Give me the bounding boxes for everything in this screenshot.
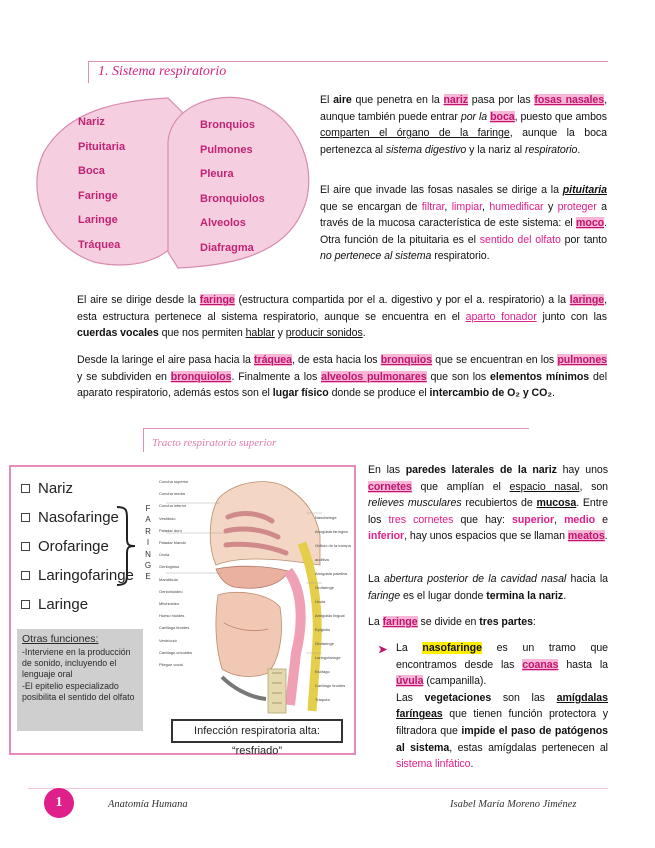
anatomy-label: Paladar blando: [159, 540, 186, 546]
figure-tracto-superior: [9, 465, 356, 755]
checkbox-square-icon: [21, 484, 30, 493]
checkbox-square-icon: [21, 571, 30, 580]
paragraph-faringe-laringe: El aire se dirige desde la faringe (estructura compartida por el a. digestivo y por el a. respiratorio) a la laringe, esta estructura pertenece al sistema respiratorio, aunque se encuentra en el aparto fonador junto con las cuerdas vocales que nos permiten hablar y producir sonidos.: [77, 294, 607, 340]
faringe-letter: I: [146, 538, 150, 548]
page-number-badge: [44, 788, 74, 818]
faringe-vertical-label: [143, 503, 153, 583]
anatomy-label: Hueso hioides: [159, 613, 185, 619]
region-item: Laringe: [21, 590, 134, 619]
illustration-labels-right: [315, 511, 355, 707]
otras-funciones-title: Otras funciones:: [22, 633, 99, 645]
anatomy-label: Esófago: [315, 669, 330, 674]
figure-caption: Infección respiratoria alta: “resfriado”: [171, 719, 343, 743]
leaf-item: Pulmones: [200, 143, 253, 156]
anatomy-label: Concha inferior: [159, 503, 187, 509]
anatomy-label: Amígdala lingual: [315, 613, 345, 618]
anatomy-label: Orofaringe: [315, 585, 334, 590]
faringe-letter: F: [145, 504, 151, 513]
leaf-list-left: [78, 116, 125, 263]
faringe-letter: N: [145, 549, 151, 559]
paragraph-aire: El aire que penetra en la nariz pasa por las fosas nasales, aunque también puede entrar por la boca, puesto que ambos comparten el órgano de la faringe, aunque la boca pertenezca al sistema digestivo y la nariz al respiratorio.: [320, 94, 608, 156]
paragraph-faringe-partes: La faringe se divide en tres partes:: [368, 616, 536, 628]
checkbox-square-icon: [21, 513, 30, 522]
anatomy-label: Vestíbulo: [159, 515, 176, 521]
region-item: Laringofaringe: [21, 561, 134, 590]
anatomy-label: Úvula: [159, 552, 170, 558]
faringe-letter: E: [145, 572, 151, 582]
otras-funciones-box: [17, 629, 143, 731]
checkbox-square-icon: [21, 600, 30, 609]
leaf-item: Bronquios: [200, 119, 255, 131]
bullet-arrow-icon: ➤: [378, 644, 388, 656]
leaf-list-right: [200, 119, 265, 266]
anatomy-label: Mandíbula: [159, 576, 178, 582]
leaf-item: Nariz: [78, 116, 105, 128]
anatomy-label: Orofaringe: [315, 641, 334, 646]
bullet-nasofaringe: La nasofaringe es un tramo que encontramos desde las coanas hasta la úvula (campanilla). Las vegetaciones son las amígdalas faríngeas que tienen función protectora y filtradora que impide el paso de patógenos al sistema, estas amígdalas pertenecen al sistema linfático.: [396, 642, 609, 771]
leaf-item: Laringe: [78, 214, 118, 226]
anatomy-label: Pliegue vocal: [159, 662, 183, 668]
anatomy-label: Milohioideo: [159, 601, 180, 607]
section-title-line-2: [143, 428, 529, 429]
anatomy-label: Nasofaringe: [315, 515, 337, 520]
leaf-item: Tráquea: [78, 238, 121, 251]
footer-left: Anatomía Humana: [108, 799, 188, 810]
footer-right: Isabel María Moreno Jiménez: [450, 799, 577, 810]
anatomy-label: Cartílago tiroides: [159, 625, 190, 631]
footer-line: [28, 788, 608, 789]
anatomy-label: Concha media: [159, 491, 185, 497]
anatomy-label: Concha superior: [159, 479, 189, 484]
section-title-2: Tracto respiratorio superior: [152, 437, 277, 449]
section-title-1: 1. Sistema respiratorio: [98, 64, 227, 79]
faringe-letter: G: [144, 561, 152, 571]
anatomy-label: Geniogloso: [159, 564, 180, 570]
paragraph-traquea: Desde la laringe el aire pasa hacia la tráquea, de esta hacia los bronquios que se encuentran en los pulmones y se subdividen en bronquiolos. Finalmente a los alveolos pulmonares que son los elementos mínimos del aparato respiratorio, además estos son el lugar físico donde se produce el intercambio de O₂ y CO₂.: [77, 354, 608, 400]
checkbox-square-icon: [21, 542, 30, 551]
leaf-item: Bronquiolos: [200, 192, 265, 205]
anatomy-label: Úvula: [315, 599, 326, 604]
illustration-labels-left: [159, 476, 213, 671]
page-number: 1: [55, 795, 63, 810]
section-title-bar-2: [143, 428, 144, 452]
anatomy-label: Ventrículo: [159, 637, 177, 643]
anatomy-label: Paladar duro: [159, 527, 182, 533]
anatomy-label: Epiglotis: [315, 627, 331, 632]
paragraph-cornetes: En las paredes laterales de la nariz hay unos cornetes que amplían el espacio nasal, son relieves musculares recubiertos de mucosa. Entre los tres cornetes que hay: superior, medio e inferior, hay unos espacios que se llaman meatos.: [368, 464, 608, 543]
leaf-diagram: [30, 92, 316, 272]
leaf-item: Pituitaria: [78, 140, 126, 153]
region-item: Nasofaringe: [21, 503, 134, 532]
leaf-item: Alveolos: [200, 217, 246, 229]
paragraph-abertura: La abertura posterior de la cavidad nasal hacia la faringe es el lugar donde termina la nariz.: [368, 573, 608, 602]
faringe-brace-icon: [115, 505, 137, 587]
otras-funciones-line: -El epitelio especializado posibilita el sentido del olfato: [22, 680, 135, 702]
anatomy-label: Tráquea: [315, 697, 330, 702]
anatomy-label: Orificio de la trompa auditiva: [315, 543, 351, 562]
region-item: Nariz: [21, 474, 134, 503]
anatomy-label: Laringofaringe: [315, 655, 341, 660]
leaf-item: Pleura: [200, 168, 234, 180]
anatomy-label: Geniohioideo: [159, 588, 183, 594]
section-title-line-1: [88, 61, 608, 62]
leaf-item: Faringe: [78, 189, 118, 202]
leaf-item: Diafragma: [200, 241, 254, 254]
section-title-bar-1: [88, 61, 89, 83]
anatomy-label: Amígdala palatina: [315, 571, 348, 576]
paragraph-pituitaria: El aire que invade las fosas nasales se dirige a la pituitaria que se encargan de filtrar, limpiar, humedificar y proteger a través de la mucosa característica de este sistema: el moco. Otra función de la pituitaria es el sentido del olfato por tanto no pertenece al sistema respiratorio.: [320, 184, 608, 263]
anatomy-label: Amígdala faríngea: [315, 529, 348, 534]
faringe-letter: A: [145, 515, 151, 525]
otras-funciones-line: -Interviene en la producción de sonido, incluyendo el lenguaje oral: [22, 647, 131, 680]
region-item: Orofaringe: [21, 532, 134, 561]
leaf-item: Boca: [78, 165, 105, 177]
anatomy-label: Cartílago cricoides: [159, 649, 193, 655]
anatomy-label: Cartílago tiroides: [315, 683, 346, 688]
faringe-letter: R: [145, 526, 151, 536]
